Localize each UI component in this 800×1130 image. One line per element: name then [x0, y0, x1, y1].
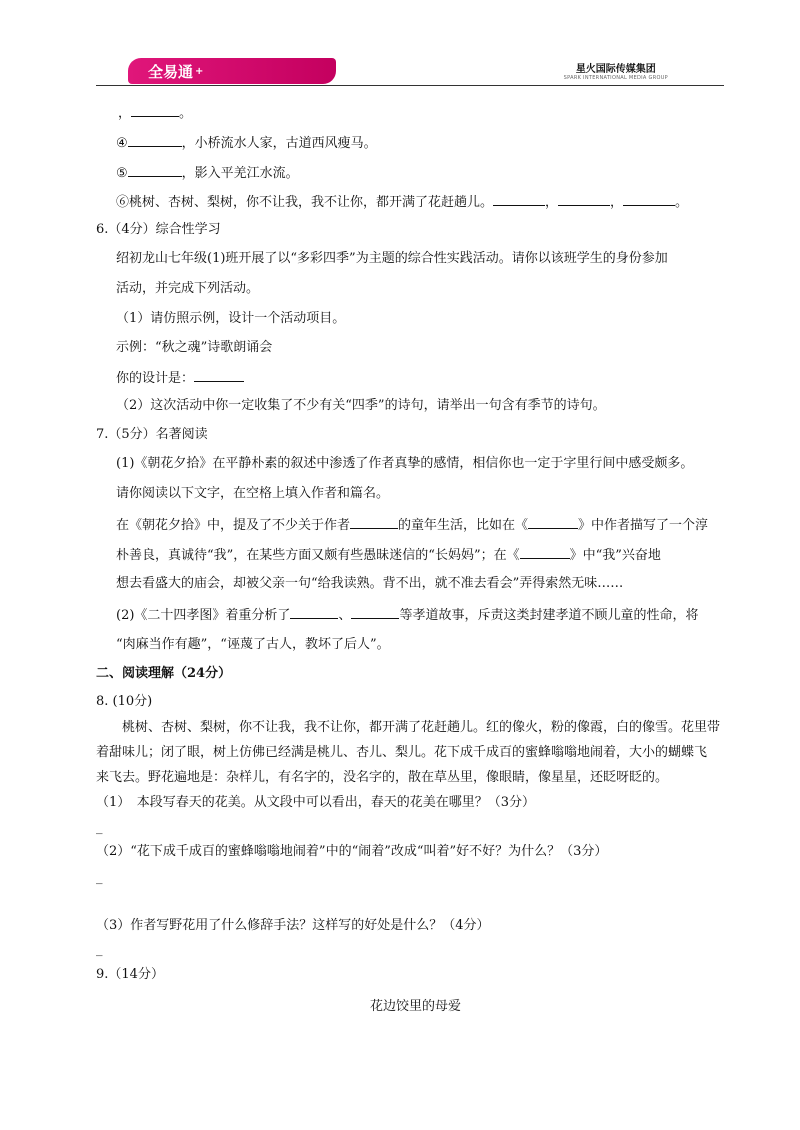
publisher	[564, 60, 668, 81]
sub-question: （2）“花下成千成百的蜜蜂嗡嗡地闹着”中的“闹着”改成“叫着”好不好？为什么？（3分）	[96, 844, 608, 859]
logo-plus-icon: +	[195, 65, 204, 77]
question-heading: 7.（5分）名著阅读	[96, 427, 208, 442]
text-line: (1)《朝花夕拾》在平静朴素的叙述中渗透了作者真挚的感情，相信你也一定于字里行间中感受颇多。	[116, 456, 694, 471]
passage-line: 着甜味儿；闭了眼，树上仿佛已经满是桃儿、杏儿、梨儿。花下成千成百的蜜蜂嗡嗡地闹着，大小的蝴蝶飞	[96, 745, 708, 760]
publisher-name: 星火国际传媒集团	[575, 64, 656, 75]
answer-line[interactable]: _	[96, 870, 103, 885]
text-line: 请你阅读以下文字，在空格上填入作者和篇名。	[116, 486, 390, 501]
publisher-name-en: SPARK INTERNATIONAL MEDIA GROUP	[563, 75, 668, 81]
passage-title: 花边饺里的母爱	[370, 999, 462, 1014]
answer-blank[interactable]	[128, 134, 182, 147]
section-heading: 二、阅读理解（24分）	[96, 666, 232, 681]
text-line: 示例：“秋之魂”诗歌朗诵会	[116, 340, 273, 355]
answer-blank[interactable]	[128, 164, 182, 177]
answer-line[interactable]: _	[96, 942, 103, 957]
brand-logo	[128, 58, 336, 84]
passage-line: 来飞去。野花遍地是：杂样儿，有名字的，没名字的，散在草丛里，像眼睛，像星星，还眨呀眨的。	[96, 770, 669, 785]
text-line: (2)《二十四孝图》着重分析了 、 等孝道故事，斥责这类封建孝道不顾儿童的性命，将	[116, 608, 699, 623]
answer-blank[interactable]	[194, 369, 244, 382]
text-line: ， 。	[118, 106, 193, 121]
text-line: 在《朝花夕拾》中，提及了不少关于作者 的童年生活，比如在《 》中作者描写了一个淳	[116, 518, 709, 533]
text-line: 绍初龙山七年级(1)班开展了以“多彩四季”为主题的综合性实践活动。请你以该班学生的身份参加	[116, 251, 668, 266]
text-line: 想去看盛大的庙会，却被父亲一句“给我读熟。背不出，就不准去看会”弄得索然无味……	[116, 576, 624, 591]
answer-blank[interactable]	[520, 546, 570, 559]
answer-blank[interactable]	[350, 516, 398, 529]
question-heading: 6.（4分）综合性学习	[96, 222, 221, 237]
header-rule	[96, 85, 724, 86]
answer-blank[interactable]	[623, 193, 675, 206]
text-line: 活动，并完成下列活动。	[116, 281, 260, 296]
sub-question: （1） 本段写春天的花美。从文段中可以看出，春天的花美在哪里？（3分）	[96, 795, 536, 810]
text-line: 你的设计是：	[116, 369, 244, 387]
text-line: （1）请仿照示例，设计一个活动项目。	[116, 311, 346, 326]
question-heading: 8. (10分)	[96, 694, 153, 709]
text-line: “肉麻当作有趣”，“诬蔑了古人，教坏了后人”。	[116, 637, 390, 652]
answer-blank[interactable]	[558, 193, 610, 206]
text-line: 朴善良，真诚待“我”，在某些方面又颇有些愚昧迷信的“长妈妈”；在《 》中“我”兴奋地	[116, 548, 661, 563]
page-header	[96, 56, 724, 86]
answer-blank[interactable]	[131, 104, 179, 117]
text-line: ⑥桃树、杏树、梨树，你不让我，我不让你，都开满了花赶趟儿。 ， ， 。	[116, 195, 689, 210]
logo-text: 全易通	[148, 62, 194, 81]
text-line: （2）这次活动中你一定收集了不少有关“四季”的诗句，请举出一句含有季节的诗句。	[116, 398, 606, 413]
answer-blank[interactable]	[493, 193, 545, 206]
sub-question: （3）作者写野花用了什么修辞手法？这样写的好处是什么？（4分）	[96, 918, 490, 933]
answer-line[interactable]: _	[96, 820, 103, 835]
text-line: ④ ，小桥流水人家，古道西风瘦马。	[116, 136, 377, 151]
text-line: ⑤ ，影入平羌江水流。	[116, 166, 299, 181]
answer-blank[interactable]	[351, 606, 399, 619]
passage-line: 桃树、杏树、梨树，你不让我，我不让你，都开满了花赶趟儿。红的像火，粉的像霞，白的像雪。花里带	[122, 720, 721, 735]
answer-blank[interactable]	[528, 516, 578, 529]
answer-blank[interactable]	[290, 606, 338, 619]
question-heading: 9.（14分）	[96, 967, 164, 982]
